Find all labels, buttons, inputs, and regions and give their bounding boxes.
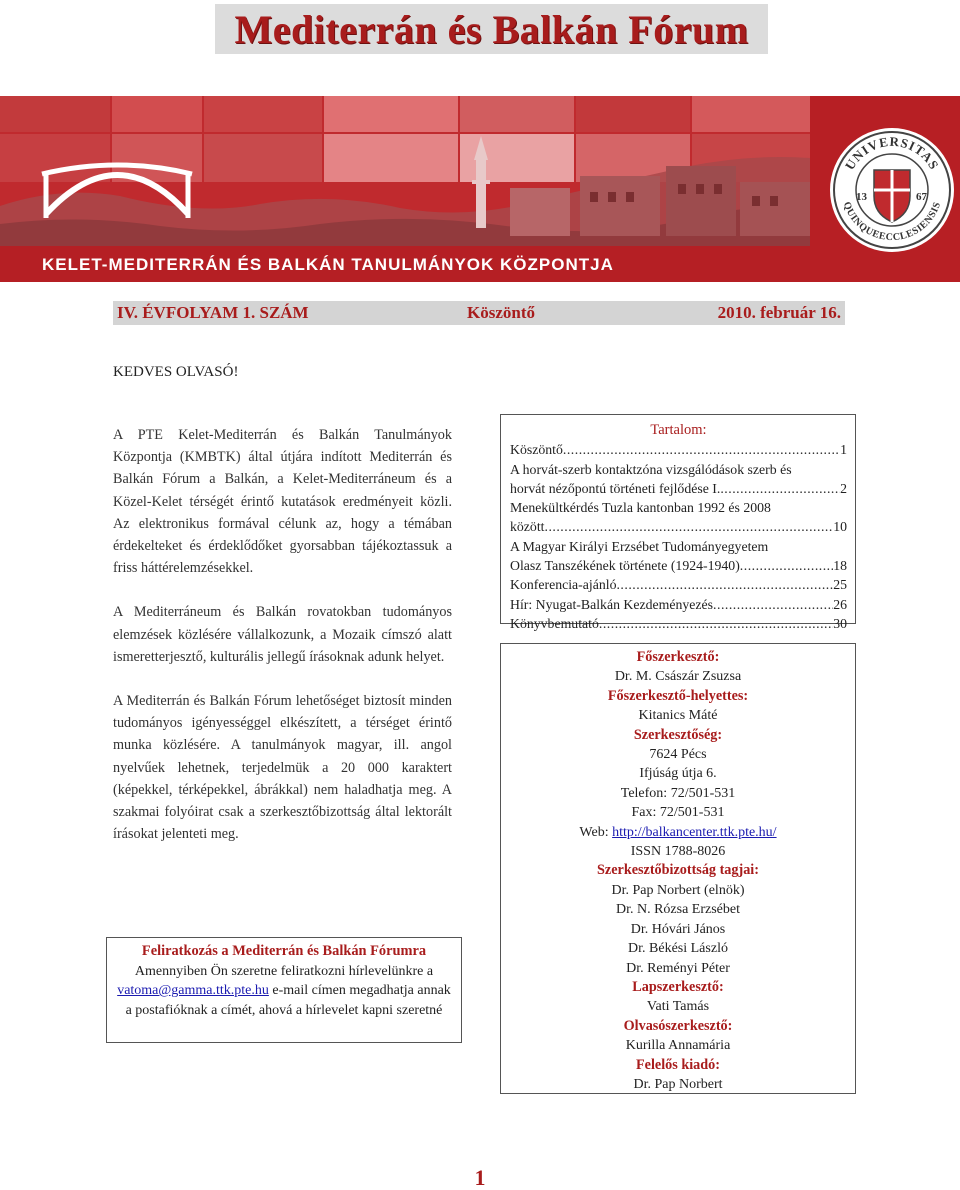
intro-text (113, 424, 452, 867)
toc-item-title: Olasz Tanszékének története (1924-1940) (510, 558, 740, 574)
toc-item-title: Hír: Nyugat-Balkán Kezdeményezés (510, 596, 714, 612)
staff-list (507, 648, 849, 1094)
staff-line: Ifjúság útja 6. (639, 766, 717, 782)
toc-list (510, 440, 847, 633)
paragraph: A Mediterrán és Balkán Fórum lehetőséget biztosít minden tudományos igényességgel elkészített, a térséget érintő munka közlésére. A tanulmányok magyar, ill. angol nyelvűek lehetnek, terjedelmük a 20 000 karaktert (képekkel, térképekkel, ábrákkal) nem haladhatja meg. A szakmai folyóirat csak a szerkesztőbizottság által lektorált írásokat jelenteti meg. (113, 693, 452, 843)
toc-item-title: Köszöntő (510, 442, 563, 458)
subscribe-box (106, 937, 462, 1043)
seal-year-left: 13 (856, 191, 867, 203)
staff-line: Dr. Hóvári János (630, 921, 726, 937)
toc-item-title: Konferencia-ajánló (510, 577, 617, 593)
staff-role: Főszerkesztő: (636, 649, 720, 665)
staff-line: Dr. Pap Norbert (633, 1076, 723, 1092)
issue-section: Köszöntő (467, 303, 535, 322)
website-link[interactable]: http://balkancenter.ttk.pte.hu/ (612, 824, 777, 840)
toc-item[interactable] (510, 575, 847, 594)
toc-leader-dots (616, 575, 833, 594)
subscribe-text-before: Amennyiben Ön szeretne feliratkozni hírlevelünkre a (134, 963, 434, 979)
toc-leader-dots (545, 517, 834, 536)
table-of-contents (500, 414, 856, 631)
staff-role: Szerkesztőség: (633, 726, 723, 743)
subscribe-email-link[interactable]: vatoma@gamma.ttk.pte.hu (117, 983, 269, 999)
toc-item-title: A horvát-szerb kontaktzóna vizsgálódások szerb és (510, 461, 792, 477)
subscribe-text-after: e-mail címen megadhatja annak a postafióknak a címét, ahová a hírlevelet kapni szeretné (125, 983, 451, 1018)
toc-item[interactable] (510, 517, 847, 536)
toc-item[interactable] (510, 614, 847, 633)
banner-subtitle: KELET-MEDITERRÁN ÉS BALKÁN TANULMÁNYOK KÖZPONTJA (42, 255, 614, 274)
staff-role: Felelős kiadó: (636, 1056, 720, 1073)
toc-item[interactable] (510, 556, 847, 575)
masthead-title: Mediterrán és Balkán Fórum (234, 6, 749, 52)
toc-item[interactable] (510, 537, 847, 556)
staff-line: 7624 Pécs (649, 747, 707, 763)
toc-item-page: 18 (833, 558, 847, 574)
toc-item-title: Menekültkérdés Tuzla kantonban 1992 és 2008 (510, 500, 771, 516)
toc-item[interactable] (510, 460, 847, 479)
toc-item[interactable] (510, 440, 847, 459)
staff-line: Vati Tamás (646, 999, 710, 1015)
staff-line: Dr. Reményi Péter (626, 960, 730, 976)
toc-leader-dots (599, 614, 833, 633)
seal-text-bottom: QUINQUEECCLESIENSIS (840, 200, 944, 244)
toc-leader-dots (713, 595, 833, 614)
paragraph: A PTE Kelet-Mediterrán és Balkán Tanulmányok Központja (KMBTK) által útjára indított Mediterrán és Balkán Fórum a Balkán, a Kelet-Mediterráneum és a Közel-Kelet térségét érintő kutatások eredményeit közli. Az elektronikus formával célunk az, hogy a témában érdekelteket és érdeklődőket gyorsabban tájékoztassuk a friss háttérelemzésekkel. (113, 427, 452, 577)
page-number: 1 (474, 1165, 486, 1190)
toc-item-page: 10 (833, 519, 847, 535)
staff-line: Dr. Pap Norbert (elnök) (611, 882, 745, 898)
toc-leader-dots (740, 556, 833, 575)
paragraph: A Mediterráneum és Balkán rovatokban tudományos elemzések közlésére vállalkozunk, a Mozaik címszó alatt ismeretterjesztő, kulturális jellegű írásoknak adunk helyet. (113, 604, 452, 665)
seal-year-right: 67 (916, 191, 927, 203)
staff-line: Telefon: 72/501-531 (620, 785, 736, 801)
staff-role: Lapszerkesztő: (632, 978, 724, 995)
issue-date: 2010. február 16. (717, 303, 841, 322)
toc-leader-dots (720, 479, 840, 498)
toc-item-title: A Magyar Királyi Erzsébet Tudományegyetem (510, 538, 769, 554)
greeting: KEDVES OLVASÓ! (113, 364, 239, 380)
toc-item[interactable] (510, 479, 847, 498)
toc-item-page: 2 (840, 480, 847, 496)
toc-leader-dots (563, 440, 840, 459)
toc-title: Tartalom: (650, 422, 707, 438)
issue-bar (113, 301, 845, 325)
staff-line: Dr. M. Császár Zsuzsa (614, 669, 742, 685)
header-banner (0, 96, 960, 282)
staff-line: ISSN 1788-8026 (630, 844, 726, 860)
staff-role: Olvasószerkesztő: (623, 1017, 733, 1034)
web-label: Web: (579, 824, 613, 840)
staff-line: Fax: 72/501-531 (631, 805, 725, 821)
editorial-staff (500, 643, 856, 1094)
toc-item-title: Könyvbemutató (510, 615, 599, 631)
toc-item-page: 30 (833, 615, 847, 631)
issue-volume: IV. ÉVFOLYAM 1. SZÁM (117, 303, 309, 322)
toc-item-page: 25 (833, 577, 847, 593)
seal-text-top: UNIVERSITAS (841, 133, 943, 173)
toc-item[interactable] (510, 498, 847, 517)
staff-web-line (507, 823, 849, 842)
toc-item-page: 26 (833, 596, 847, 612)
staff-line: Kitanics Máté (638, 708, 718, 724)
subscribe-text (115, 962, 453, 1021)
toc-item-title: horvát nézőpontú történeti fejlődése I. (510, 480, 721, 496)
university-seal-icon (826, 124, 958, 256)
staff-role: Főszerkesztő-helyettes: (607, 687, 749, 704)
toc-item[interactable] (510, 595, 847, 614)
toc-item-page: 1 (840, 442, 847, 458)
staff-line: Dr. N. Rózsa Erzsébet (615, 902, 741, 918)
masthead (215, 4, 768, 54)
subscribe-title: Feliratkozás a Mediterrán és Balkán Fórumra (141, 943, 427, 959)
toc-item-title: között (510, 519, 545, 535)
staff-line: Dr. Békési László (628, 941, 728, 957)
staff-line: Kurilla Annamária (625, 1038, 731, 1054)
staff-role: Szerkesztőbizottság tagjai: (597, 862, 759, 879)
